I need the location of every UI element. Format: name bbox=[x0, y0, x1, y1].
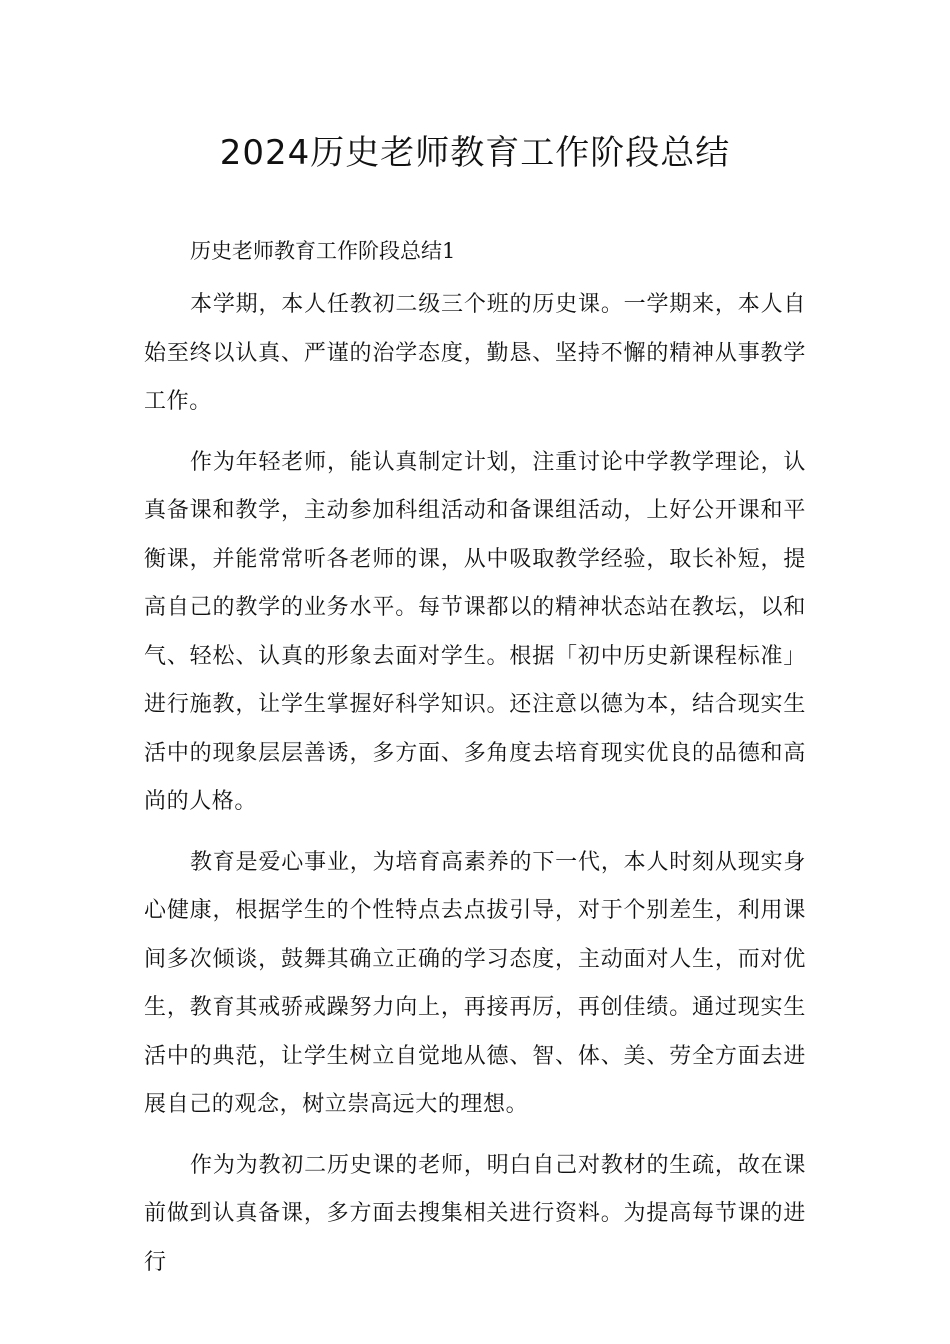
paragraph-2: 作为年轻老师，能认真制定计划，注重讨论中学教学理论，认真备课和教学，主动参加科组活动和备课组活动，上好公开课和平衡课，并能常常听各老师的课，从中吸取教学经验，取长补短，提高自己的教学的业务水平。每节课都以的精神状态站在教坛，以和气、轻松、认真的形象去面对学生。根据「初中历史新课程标准」进行施教，让学生掌握好科学知识。还注意以德为本，结合现实生活中的现象层层善诱，多方面、多角度去培育现实优良的品德和高尚的人格。 bbox=[144, 449, 806, 814]
document-body bbox=[144, 233, 806, 1299]
paragraph-1: 本学期，本人任教初二级三个班的历史课。一学期来，本人自始至终以认真、严谨的治学态度，勤恳、坚持不懈的精神从事教学工作。 bbox=[144, 292, 806, 414]
paragraph-3: 教育是爱心事业，为培育高素养的下一代，本人时刻从现实身心健康，根据学生的个性特点去点拔引导，对于个别差生，利用课间多次倾谈，鼓舞其确立正确的学习态度，主动面对人生，而对优生，教育其戒骄戒躁努力向上，再接再厉，再创佳绩。通过现实生活中的典范，让学生树立自觉地从德、智、体、美、劳全方面去进展自己的观念，树立崇高远大的理想。 bbox=[144, 849, 806, 1117]
paragraph-4: 作为为教初二历史课的老师，明白自己对教材的生疏，故在课前做到认真备课，多方面去搜集相关进行资料。为提高每节课的进行 bbox=[144, 1152, 806, 1275]
document-title: 2024历史老师教育工作阶段总结 bbox=[219, 133, 731, 173]
section-heading: 历史老师教育工作阶段总结1 bbox=[190, 239, 456, 263]
